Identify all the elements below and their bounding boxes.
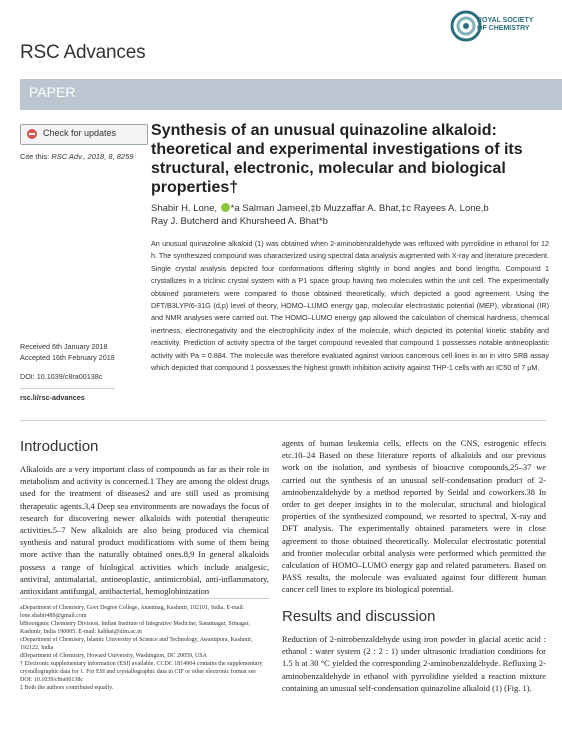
section-label: PAPER [29, 84, 76, 100]
abstract-divider [20, 420, 546, 421]
author-line-2: Ray J. Butcherd and Khursheed A. Bhat*b [151, 216, 328, 227]
cite-value: RSC Adv., 2018, 8, 8259 [51, 152, 134, 161]
society-name [477, 17, 533, 33]
author-line-1a: Shabir H. Lone, [151, 203, 218, 214]
footnote-a: aDepartment of Chemistry, Govt Degree College, Anantnag, Kashmir, 192101, India. E-mail: lone.shabir489@gmail.com [20, 605, 245, 619]
cite-label: Cite this: [20, 152, 50, 161]
journal-name: RSC Advances [20, 42, 146, 63]
update-icon [26, 128, 38, 140]
results-paragraph: Reduction of 2-nitrobenzaldehyde using iron powder in glacial acetic acid : ethanol : water system (2 : 2 : 1) under ultrasonic irradiation conditions for 1.5 h at 30 °C yielded the corresponding 2-aminobenzaldehyde. Refluxing 2-aminobenzaldehyde in ethanol with pyrrolidine yielded a reaction mixture containing an unusual self-condensation quinazoline alkaloid (1) (Fig. 1). [282, 634, 546, 693]
footnotes [20, 604, 269, 692]
received-date: Received 6th January 2018 [20, 342, 108, 351]
footnote-equal: ‡ Both the authors contributed equally. [20, 685, 114, 691]
abstract: An unusual quinazoline alkaloid (1) was obtained when 2-aminobenzaldehyde was refluxed with pyrrolidine in ethanol for 12 h. The synthesized compound was characterized using spectral data analysis augmented with X-ray and literature precedent. Single crystal analysis depicted four conformations differing slightly in bond angles and bond lengths. Compound 1 crystallizes in a triclinic crystal system with a P1 space group having two molecules within the unit cell. The experimentally obtained parameters were compared to those obtained theoretically, which depicted a good agreement. Using the DFT/B3LYP/6-31G (d,p) level of theory, HOMO–LUMO energy gap, molecular electrostatic potential (MEP), vibrational (IR) and NMR analyses were carried out. The HOMO–LUMO energy gap allowed the calculation of chemical hardness, chemical inertness, electronegativity and the electrophilicity index of the molecule, which depicted its potential kinetic stability and reactivity. Prediction of activity spectra of the target compound revealed that compound 1 possesses notable antineoplastic activity with Pa = 0.884. The molecule was therefore evaluated against various cancerous cell lines in an in vitro SRB assay which depicted that compound 1 possesses the highest growth inhibition activity against THP-1 cells with an IC50 of 7 μM. [151, 239, 549, 373]
orcid-icon[interactable] [221, 203, 230, 212]
doi-link[interactable]: DOI: 10.1039/c8ra00138c [20, 372, 103, 381]
intro-paragraph-right: agents of human leukemia cells, effects on the CNS, estrogenic effects etc.10–24 Based on these literature reports of alkaloids and our previous work on the isolation, and synthesis of bioactive compounds,25–37 we carried out the synthesis of an unusual self-condensation product of 2-aminobenzaldehyde by a method reported by Seidal and coworkers.38 In order to get deeper insights in to the molecular, structural and biological properties of the synthesized compound, we resorted to spectral, X-ray and DFT analysis. The experimentally obtained parameters were in close agreement to those obtained theoretically. Molecular electrostatic potential and frontier molecular orbital analysis were performed which permitted the calculation of HOMO–LUMO energy gap and related parameters. Based on PASS results, the molecule was evaluated against four different human cancer cell lines to explore its biological potential. [282, 438, 546, 595]
check-for-updates-label: Check for updates [43, 128, 117, 138]
footnote-divider [20, 598, 269, 599]
footnote-b: bBioorganic Chemistry Division, Indian Institute of Integrative Medicine, Sanatnagar, Srinagar, Kashmir, India 190005. E-mail: kabhat@iiim.ac.in [20, 621, 250, 635]
author-line-1b: *a Salman Jameel,‡b Muzzaffar A. Bhat,‡c Rayees A. Lone,b [230, 203, 489, 214]
check-for-updates-button[interactable] [20, 124, 148, 145]
intro-paragraph-left: Alkaloids are a very important class of compounds as far as their role in metabolism and activity is concerned.1 They are among the oldest drugs used for the treatment of diseases2 and are still used as promising therapeutic agents.3,4 Deep sea environments are nowadays the focus of research for discovering newer alkaloids with potential therapeutic activities.5–7 New alkaloids are also being produced via chemical synthesis and natural product modifications with some of them being more active than the naturally obtained ones.8,9 In general alkaloids possess a range of biological activities which include analgesic, antiviral, antimalarial, antineoplastic, antimicrobial, anti-inflammatory, antioxidant antifungal, antibacterial, hemoglobinization [20, 464, 269, 597]
article-title: Synthesis of an unusual quinazoline alkaloid: theoretical and experimental investigations of its structural, electronic, molecular and biological properties† [151, 122, 523, 196]
footnote-c: cDepartment of Chemistry, Islamic University of Science and Technology, Awantipora, Kashmir, 192122, India [20, 637, 253, 651]
section-band [20, 79, 562, 110]
author-list [151, 202, 546, 228]
society-line-1: ROYAL SOCIETY [477, 17, 534, 24]
journal-url-link[interactable]: rsc.li/rsc-advances [20, 392, 85, 402]
article-meta [20, 342, 115, 403]
footnote-esi: † Electronic supplementary information (ESI) available. CCDC 1814904 contains the supplementary crystallographic data for 1. For ESI and crystallographic data in CIF or other electronic format see DOI: 10.1039/c8ra00138c [20, 661, 263, 683]
accepted-date: Accepted 16th February 2018 [20, 352, 115, 362]
intro-heading: Introduction [20, 438, 99, 455]
footnote-d: dDepartment of Chemistry, Howard University, Washington, DC 20059, USA [20, 653, 207, 659]
citation [20, 152, 133, 161]
society-line-2: OF CHEMISTRY [477, 25, 530, 32]
results-heading: Results and discussion [282, 608, 436, 625]
